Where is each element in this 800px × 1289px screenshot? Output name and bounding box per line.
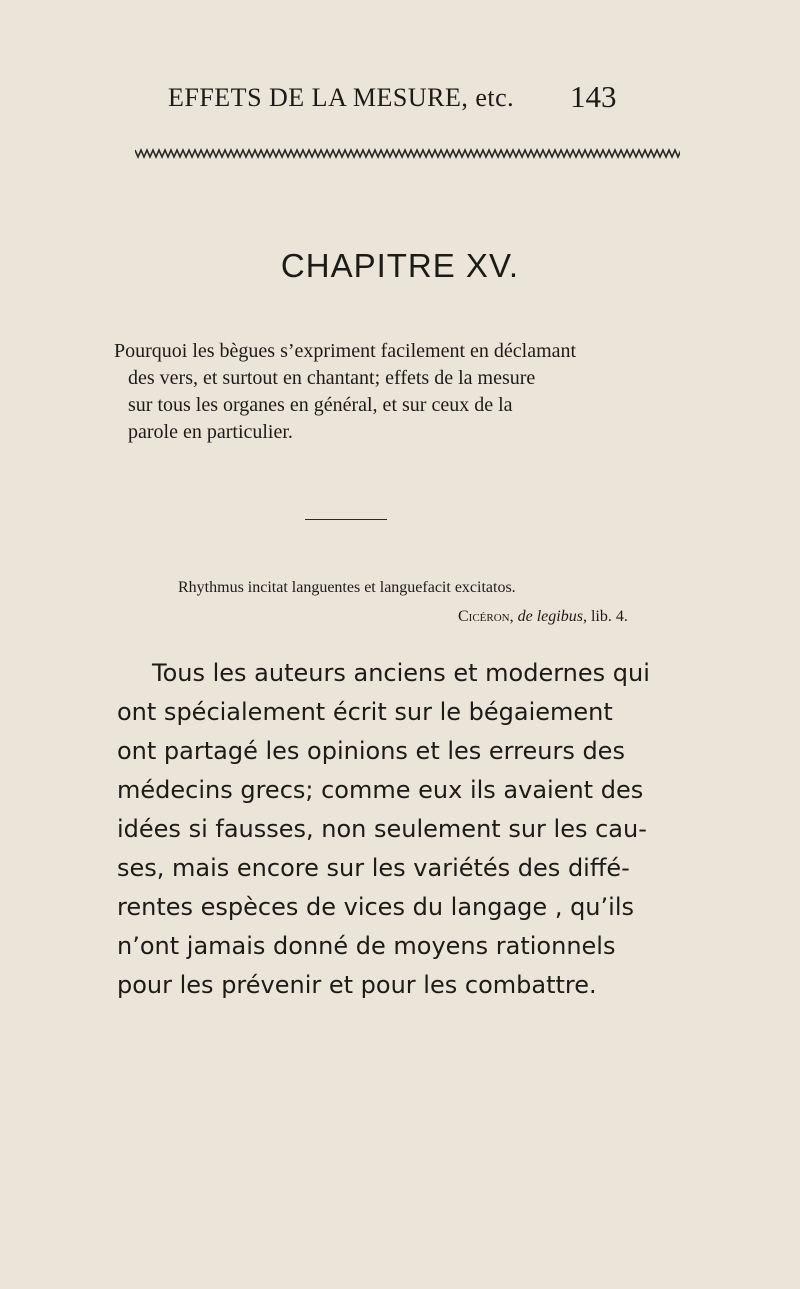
body-line: médecins grecs; comme eux ils avaient des — [117, 776, 644, 804]
body-line: ont partagé les opinions et les erreurs des — [117, 737, 625, 765]
epigraph-quote: Rhythmus incitat languentes et languefacit excitatos. — [178, 579, 516, 596]
summary-line: parole en particulier. — [128, 421, 293, 443]
body-line: idées si fausses, non seulement sur les cau- — [117, 815, 647, 843]
body-line: ont spécialement écrit sur le bégaiement — [117, 698, 613, 726]
page-number: 143 — [570, 79, 617, 114]
body-line: pour les prévenir et pour les combattre. — [117, 971, 597, 999]
epigraph-citation: Cicéron, de legibus, lib. 4. — [458, 608, 628, 625]
epigraph — [178, 573, 678, 631]
body-line: n’ont jamais donné de moyens rationnels — [117, 932, 616, 960]
body-paragraph — [117, 654, 697, 1005]
section-separator — [305, 519, 387, 520]
summary-line: Pourquoi les bègues s’expriment facilement en déclamant — [114, 340, 577, 362]
running-title: EFFETS DE LA MESURE, etc. — [168, 83, 515, 112]
running-head — [0, 79, 800, 123]
epigraph-reference: lib. 4. — [590, 608, 628, 625]
chapter-title: CHAPITRE XV. — [280, 247, 520, 284]
chapter-summary — [114, 338, 668, 446]
body-line: rentes espèces de vices du langage , qu’ils — [117, 893, 634, 921]
summary-line: des vers, et surtout en chantant; effets de la mesure — [128, 367, 536, 389]
epigraph-work: de legibus — [517, 608, 583, 625]
epigraph-author: Cicéron — [458, 608, 510, 625]
body-line: ses, mais encore sur les variétés des diffé- — [117, 854, 630, 882]
body-line: Tous les auteurs anciens et modernes qui — [152, 659, 650, 687]
summary-line: sur tous les organes en général, et sur ceux de la — [128, 394, 513, 416]
decorative-rule-ornament — [135, 146, 680, 160]
